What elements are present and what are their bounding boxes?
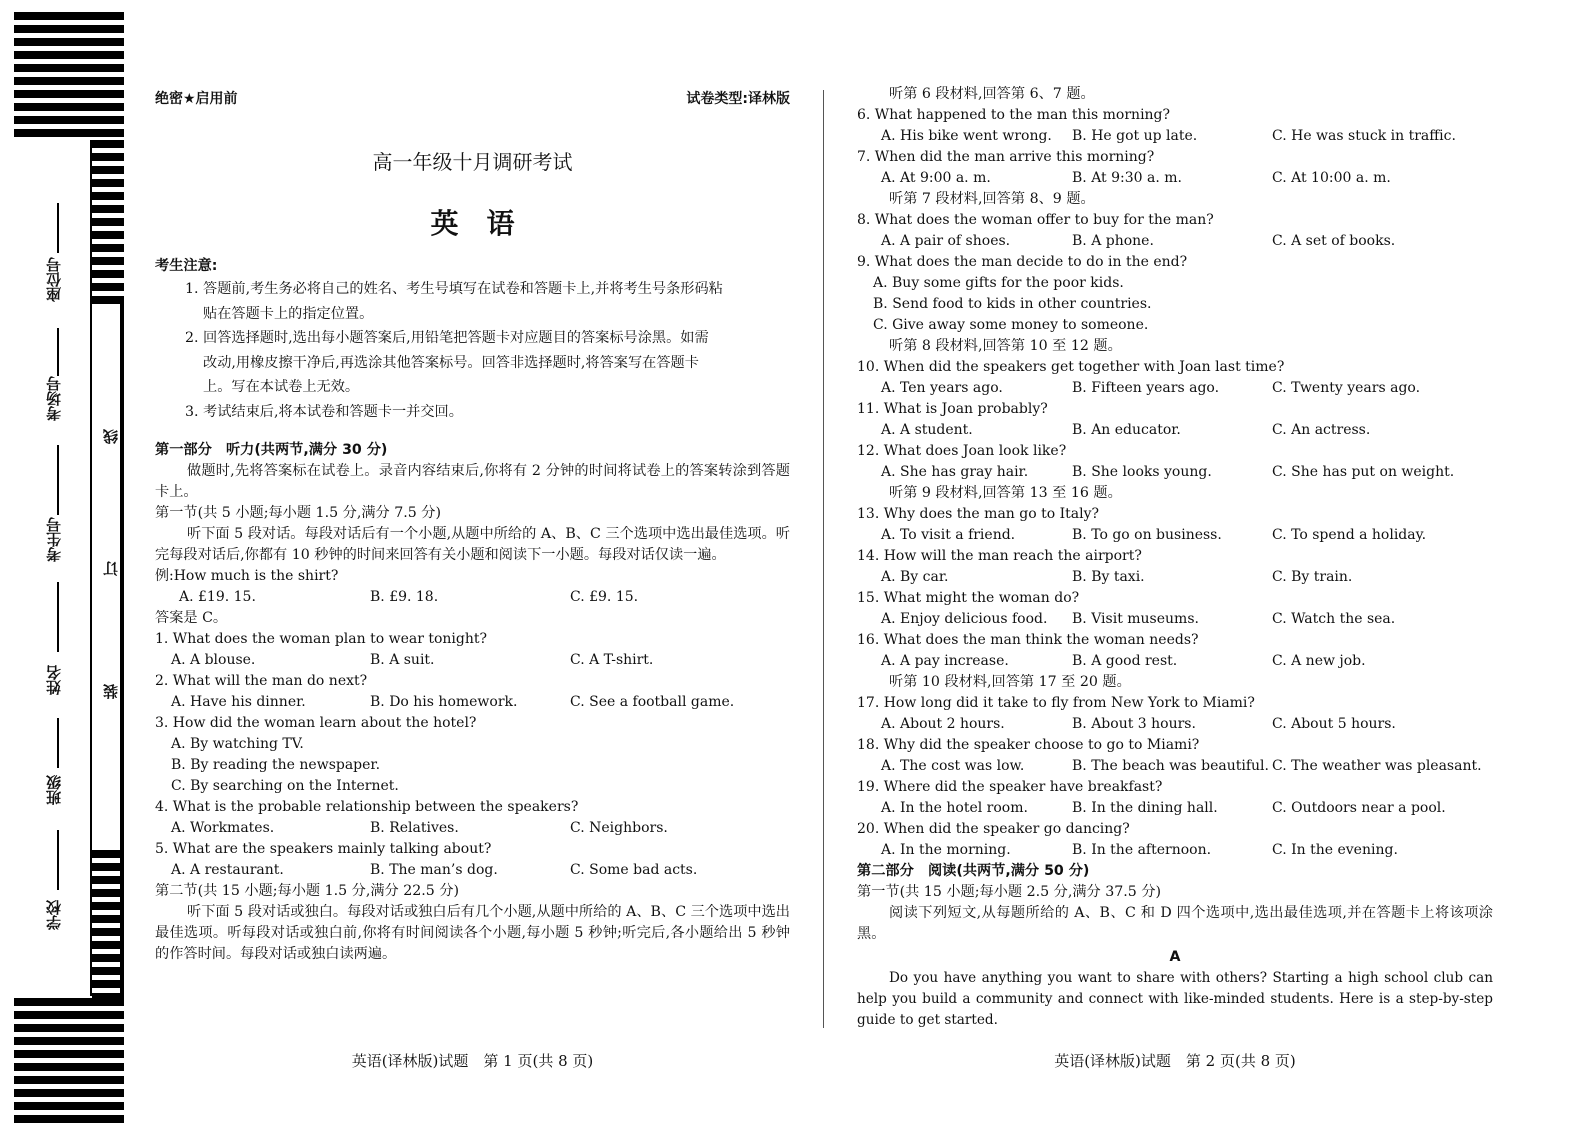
option-a: A. In the hotel room. [881,800,1028,816]
passage-letter: A [1169,949,1181,965]
option-c: C. Some bad acts. [570,862,698,878]
binding-stripe [92,283,124,291]
option-c: C. Twenty years ago. [1272,380,1421,396]
option-a: A. Have his dinner. [171,694,306,710]
question-text: 19. Where did the speaker have breakfast? [857,779,1163,795]
option-b: B. About 3 hours. [1072,716,1196,732]
binding-stripe [92,954,124,962]
binding-strip [0,0,130,1138]
subject-title: 英语 [430,207,543,240]
option-row [155,650,790,671]
exam-title: 高一年级十月调研考试 [372,150,573,174]
field-label-room: 考场号 [45,376,63,422]
option-a: A. Buy some gifts for the poor kids. [873,275,1124,291]
option-b: B. He got up late. [1072,128,1198,144]
binding-stripe [92,980,124,988]
binding-stripe [92,218,124,226]
option-b: B. She looks young. [1072,464,1212,480]
option-a: A. A pay increase. [881,653,1009,669]
binding-stripe [92,915,124,923]
question-text: 11. What is Joan probably? [857,401,1048,417]
binding-stripe [92,941,124,949]
option-a: A. A blouse. [171,652,256,668]
section1-intro: 听下面 5 段对话。每段对话后有一个小题,从题中所给的 A、B、C 三个选项中选出最佳选项。听完每段对话后,你都有 10 秒钟的时间来回答有关小题和阅读下一小题。每段对话仅读一遍。 [155,526,790,563]
binding-stripe [14,998,124,1006]
binding-stripe [14,1063,124,1071]
option-b: B. By taxi. [1072,569,1145,585]
binding-stripe [92,967,124,975]
option-row [857,525,1493,546]
field-line-school [57,830,59,890]
option-a: A. Workmates. [171,820,275,836]
option-a: A. About 2 hours. [881,716,1005,732]
binding-stripe [14,103,124,111]
notice-item-2-line: 2. 回答选择题时,选出每小题答案后,用铅笔把答题卡对应题目的答案标号涂黑。如需 [185,330,709,346]
binding-stripe [92,889,124,897]
example-option-b: B. £9. 18. [370,589,439,605]
part1-intro: 做题时,先将答案标在试卷上。录音内容结束后,你将有 2 分钟的时间将试卷上的答案转涂到答题卡上。 [155,463,790,500]
option-c: C. Neighbors. [570,820,668,836]
option-a: A. By car. [881,569,949,585]
option-c: C. Outdoors near a pool. [1272,800,1446,816]
option-a: A. The cost was low. [881,758,1025,774]
binding-stripe [14,1011,124,1019]
option-c: C. The weather was pleasant. [1272,758,1482,774]
field-label-school: 学校 [45,900,63,930]
option-row [857,651,1493,672]
page-2-listening-blocks [857,84,1493,861]
option-b: B. A good rest. [1072,653,1178,669]
option-b: B. The man’s dog. [370,862,498,878]
option-b: B. Relatives. [370,820,459,836]
page-2 [857,84,1493,1031]
notice-list [155,277,790,424]
question-text: 16. What does the man think the woman needs? [857,632,1199,648]
notice-item-1-line: 贴在答题卡上的指定位置。 [203,305,374,322]
option-row [857,378,1493,399]
section1-title: 第一节(共 5 小题;每小题 1.5 分,满分 7.5 分) [155,505,442,521]
option-a: A. At 9:00 a. m. [881,170,991,186]
field-label-name: 姓名 [45,665,63,695]
option-c: C. She has put on weight. [1272,464,1455,480]
example-answer: 答案是 C。 [155,610,228,626]
question-text: 7. When did the man arrive this morning? [857,149,1155,165]
page-1-questions [155,629,790,881]
binding-stripe [14,1102,124,1110]
option-b: B. By reading the newspaper. [171,757,381,773]
binding-stripe [14,1050,124,1058]
option-a: A. She has gray hair. [881,464,1029,480]
notice-item-1-line: 1. 答题前,考生务必将自己的姓名、考生号填写在试卷和答题卡上,并将考生号条形码粘 [185,281,723,297]
binding-stripe [14,1024,124,1032]
option-b: B. Visit museums. [1072,611,1199,627]
option-b: B. Do his homework. [370,694,518,710]
binding-stripe [14,51,124,59]
question-text: 5. What are the speakers mainly talking about? [155,841,492,857]
option-row [857,126,1493,147]
binding-stripe [92,863,124,871]
option-b: B. To go on business. [1072,527,1222,543]
option-a: A. By watching TV. [171,736,304,752]
cut-mark-line: 线 [102,429,120,445]
option-b: B. A suit. [370,652,435,668]
page-divider [823,90,824,1028]
example-options [155,587,790,608]
option-row [857,756,1493,777]
question-text: 8. What does the woman offer to buy for the man? [857,212,1214,228]
notice-item-3-line: 3. 考试结束后,将本试卷和答题卡一并交回。 [185,403,463,420]
question-text: 12. What does Joan look like? [857,443,1067,459]
binding-stripe [14,12,124,20]
field-label-student-id: 考生号 [45,517,63,563]
option-b: B. In the afternoon. [1072,842,1212,858]
binding-stripe [92,179,124,187]
option-c: C. See a football game. [570,694,735,710]
binding-stripe [92,192,124,200]
cut-mark-staple: 订 [102,561,120,577]
cut-mark-bind: 装 [102,684,120,700]
binding-stripe [14,1115,124,1123]
notice-item-2-line: 改动,用橡皮擦干净后,再选涂其他答案标号。回答非选择题时,将答案写在答题卡 [203,354,699,371]
binding-stripe [92,166,124,174]
option-row [857,567,1493,588]
binding-stripe [14,1037,124,1045]
binding-stripe [92,205,124,213]
option-b: B. At 9:30 a. m. [1072,170,1182,186]
field-line-name [57,582,59,652]
paper-type-label: 试卷类型:译林版 [686,91,790,107]
field-line-class [57,718,59,768]
option-row [155,818,790,839]
option-c: C. A T-shirt. [570,652,654,668]
binding-stripe [14,25,124,33]
passage-text: Do you have anything you want to share with others? Starting a high school club can help you build a community and connect with like-minded students. Here is a step-by-step guide to get started. [857,970,1493,1028]
binding-stripe [92,876,124,884]
option-a: A. In the morning. [881,842,1011,858]
option-c: C. To spend a holiday. [1272,527,1427,543]
binding-stripe [92,270,124,278]
binding-stripe [14,116,124,124]
notice-item-2-line: 上。写在本试卷上无效。 [203,379,360,395]
field-line-room [57,328,59,376]
binding-stripe [14,38,124,46]
page-1-footer: 英语(译林版)试题 第 1 页(共 8 页) [351,1052,594,1070]
question-text: 10. When did the speakers get together with Joan last time? [857,359,1285,375]
part2-title: 第二部分 阅读(共两节,满分 50 分) [857,863,1090,879]
option-c: C. About 5 hours. [1272,716,1396,732]
question-text: 2. What will the man do next? [155,673,368,689]
binding-stripe [92,257,124,265]
option-c: C. He was stuck in traffic. [1272,128,1456,144]
option-a: A. A restaurant. [171,862,284,878]
option-c: C. Watch the sea. [1272,611,1396,627]
option-c: C. A new job. [1272,653,1366,669]
option-row [155,692,790,713]
option-b: B. A phone. [1072,233,1154,249]
binding-vertical-line [90,140,92,996]
notice-title: 考生注意: [155,258,218,274]
option-b: B. In the dining hall. [1072,800,1218,816]
option-c: C. In the evening. [1272,842,1398,858]
listening-block-heading: 听第 9 段材料,回答第 13 至 16 题。 [889,485,1122,501]
field-line-seat [57,203,59,253]
option-b: B. Fifteen years ago. [1072,380,1220,396]
binding-stripe [14,129,124,137]
option-b: B. Send food to kids in other countries. [873,296,1152,312]
option-c: C. Give away some money to someone. [873,317,1149,333]
listening-block-heading: 听第 10 段材料,回答第 17 至 20 题。 [889,674,1131,690]
option-c: C. By searching on the Internet. [171,778,399,794]
binding-stripe [92,153,124,161]
option-row [857,462,1493,483]
binding-stripe [92,140,124,148]
question-text: 13. Why does the man go to Italy? [857,506,1099,522]
question-text: 1. What does the woman plan to wear tonight? [155,631,488,647]
question-text: 3. How did the woman learn about the hotel? [155,715,477,731]
part2-section1-title: 第一节(共 15 小题;每小题 2.5 分,满分 37.5 分) [857,884,1162,900]
question-text: 6. What happened to the man this morning? [857,107,1171,123]
option-row [857,231,1493,252]
page-2-footer: 英语(译林版)试题 第 2 页(共 8 页) [1054,1052,1296,1070]
option-b: B. An educator. [1072,422,1181,438]
field-label-seat: 座位号 [45,257,63,303]
option-a: A. Enjoy delicious food. [881,611,1048,627]
option-row [857,609,1493,630]
option-c: C. At 10:00 a. m. [1272,170,1391,186]
option-a: A. To visit a friend. [881,527,1016,543]
binding-stripe [14,1076,124,1084]
example-option-a: A. £19. 15. [179,589,256,605]
option-a: A. A student. [881,422,973,438]
option-a: A. Ten years ago. [881,380,1003,396]
binding-stripe [92,231,124,239]
option-row [857,840,1493,861]
binding-stripe [92,902,124,910]
field-line-student-id [57,445,59,515]
question-text: 4. What is the probable relationship between the speakers? [155,799,579,815]
example-option-c: C. £9. 15. [570,589,639,605]
option-row [857,420,1493,441]
question-text: 18. Why did the speaker choose to go to Miami? [857,737,1200,753]
question-text: 20. When did the speaker go dancing? [857,821,1130,837]
binding-stripe [14,64,124,72]
confidential-label: 绝密★启用前 [155,91,238,107]
listening-block-heading: 听第 7 段材料,回答第 8、9 题。 [889,191,1095,207]
binding-stripe [92,928,124,936]
option-a: A. His bike went wrong. [881,128,1052,144]
section2-title: 第二节(共 15 小题;每小题 1.5 分,满分 22.5 分) [155,883,460,899]
binding-stripe [92,244,124,252]
field-label-class: 班级 [45,775,63,805]
question-text: 9. What does the man decide to do in the end? [857,254,1188,270]
listening-block-heading: 听第 6 段材料,回答第 6、7 题。 [889,86,1095,102]
option-row [155,860,790,881]
question-text: 14. How will the man reach the airport? [857,548,1142,564]
binding-stripe [92,850,124,858]
option-row [857,798,1493,819]
question-text: 17. How long did it take to fly from New York to Miami? [857,695,1255,711]
option-row [857,714,1493,735]
option-c: C. By train. [1272,569,1353,585]
page-1 [155,80,790,965]
part1-title: 第一部分 听力(共两节,满分 30 分) [155,442,388,458]
option-b: B. The beach was beautiful. [1072,758,1269,774]
option-row [857,168,1493,189]
binding-stripe [14,90,124,98]
example-question: 例:How much is the shirt? [155,568,339,584]
section2-intro: 听下面 5 段对话或独白。每段对话或独白后有几个小题,从题中所给的 A、B、C 三个选项中选出最佳选项。听每段对话或独白前,你将有时间阅读各个小题,每小题 5 秒钟;听完后,各小题给出 5 秒钟的作答时间。每段对话或独白读两遍。 [155,904,790,962]
option-a: A. A pair of shoes. [881,233,1011,249]
listening-block-heading: 听第 8 段材料,回答第 10 至 12 题。 [889,338,1122,354]
option-c: C. A set of books. [1272,233,1396,249]
option-c: C. An actress. [1272,422,1371,438]
question-text: 15. What might the woman do? [857,590,1080,606]
page-1-header [155,80,790,112]
binding-stripe [14,1089,124,1097]
binding-stripe [14,77,124,85]
part2-intro: 阅读下列短文,从每题所给的 A、B、C 和 D 四个选项中,选出最佳选项,并在答题卡上将该项涂黑。 [857,905,1493,942]
